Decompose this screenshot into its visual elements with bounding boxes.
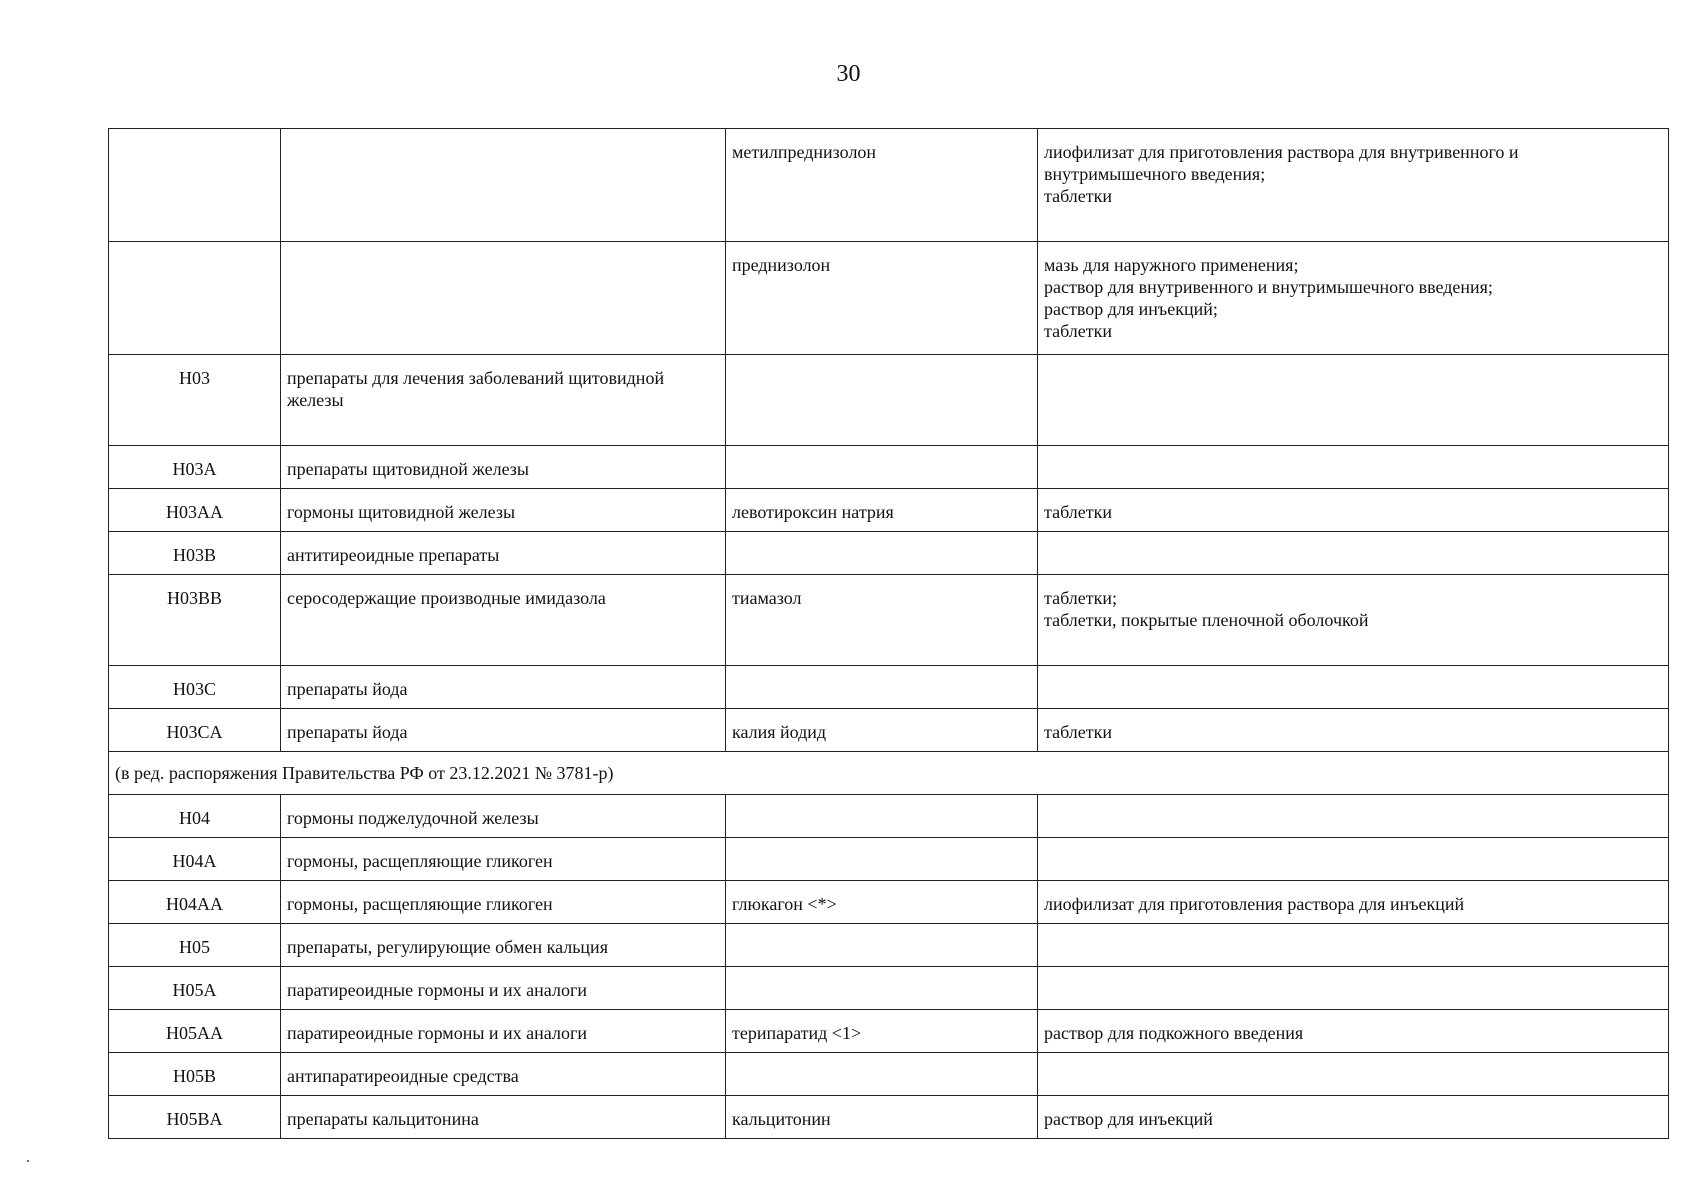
group-name-cell: гормоны поджелудочной железы	[281, 795, 726, 838]
atc-code-cell: H03C	[109, 666, 281, 709]
drug-name-cell	[726, 532, 1038, 575]
dosage-form-cell	[1038, 532, 1669, 575]
drug-name-cell: глюкагон <*>	[726, 881, 1038, 924]
dosage-form-cell: таблетки	[1038, 709, 1669, 752]
table-row	[109, 489, 1669, 532]
page-number: 30	[836, 61, 861, 87]
dosage-form-cell: таблетки; таблетки, покрытые пленочной оболочкой	[1038, 575, 1669, 666]
atc-code-cell: H03	[109, 355, 281, 446]
drug-name-cell	[726, 967, 1038, 1010]
atc-code-cell: H05AA	[109, 1010, 281, 1053]
table-row	[109, 795, 1669, 838]
table-row	[109, 1096, 1669, 1139]
drug-name-cell	[726, 838, 1038, 881]
atc-code-cell: H04	[109, 795, 281, 838]
table-row	[109, 709, 1669, 752]
dosage-form-cell: лиофилизат для приготовления раствора для внутривенного и внутримышечного введения; таблетки	[1038, 129, 1669, 242]
atc-code-cell: H03A	[109, 446, 281, 489]
table-row	[109, 924, 1669, 967]
table-row	[109, 666, 1669, 709]
dosage-form-cell	[1038, 924, 1669, 967]
atc-code-cell: H03B	[109, 532, 281, 575]
table-row	[109, 967, 1669, 1010]
group-name-cell: паратиреоидные гормоны и их аналоги	[281, 967, 726, 1010]
table-row	[109, 881, 1669, 924]
group-name-cell: антипаратиреоидные средства	[281, 1053, 726, 1096]
drug-name-cell: калия йодид	[726, 709, 1038, 752]
table-row	[109, 446, 1669, 489]
table-row	[109, 1010, 1669, 1053]
drug-name-cell: преднизолон	[726, 242, 1038, 355]
group-name-cell	[281, 129, 726, 242]
dosage-form-cell	[1038, 795, 1669, 838]
atc-code-cell: H05	[109, 924, 281, 967]
drug-name-cell: кальцитонин	[726, 1096, 1038, 1139]
group-name-cell: гормоны щитовидной железы	[281, 489, 726, 532]
atc-code-cell	[109, 242, 281, 355]
group-name-cell: препараты кальцитонина	[281, 1096, 726, 1139]
group-name-cell: серосодержащие производные имидазола	[281, 575, 726, 666]
table-row	[109, 355, 1669, 446]
atc-code-cell: H03BB	[109, 575, 281, 666]
dosage-form-cell	[1038, 838, 1669, 881]
drug-name-cell: метилпреднизолон	[726, 129, 1038, 242]
group-name-cell: гормоны, расщепляющие гликоген	[281, 881, 726, 924]
table-row	[109, 1053, 1669, 1096]
dosage-form-cell: таблетки	[1038, 489, 1669, 532]
dosage-form-cell: лиофилизат для приготовления раствора для инъекций	[1038, 881, 1669, 924]
atc-code-cell: H04AA	[109, 881, 281, 924]
atc-code-cell: H04A	[109, 838, 281, 881]
scan-speck	[27, 1160, 29, 1162]
group-name-cell: препараты йода	[281, 666, 726, 709]
drug-name-cell	[726, 666, 1038, 709]
group-name-cell: препараты йода	[281, 709, 726, 752]
group-name-cell: препараты щитовидной железы	[281, 446, 726, 489]
atc-code-cell	[109, 129, 281, 242]
dosage-form-cell: раствор для подкожного введения	[1038, 1010, 1669, 1053]
dosage-form-cell	[1038, 1053, 1669, 1096]
amendment-note-row	[109, 752, 1669, 795]
atc-code-cell: H03AA	[109, 489, 281, 532]
table-row	[109, 575, 1669, 666]
drug-name-cell	[726, 795, 1038, 838]
drug-name-cell	[726, 1053, 1038, 1096]
group-name-cell: паратиреоидные гормоны и их аналоги	[281, 1010, 726, 1053]
drug-name-cell	[726, 924, 1038, 967]
drug-name-cell	[726, 355, 1038, 446]
medication-table	[108, 128, 1669, 1139]
group-name-cell: препараты для лечения заболеваний щитовидной железы	[281, 355, 726, 446]
atc-code-cell: H05B	[109, 1053, 281, 1096]
group-name-cell: гормоны, расщепляющие гликоген	[281, 838, 726, 881]
atc-code-cell: H03CA	[109, 709, 281, 752]
group-name-cell: антитиреоидные препараты	[281, 532, 726, 575]
table-row	[109, 242, 1669, 355]
atc-code-cell: H05BA	[109, 1096, 281, 1139]
table-row	[109, 532, 1669, 575]
drug-name-cell	[726, 446, 1038, 489]
table-row	[109, 129, 1669, 242]
group-name-cell	[281, 242, 726, 355]
dosage-form-cell	[1038, 355, 1669, 446]
dosage-form-cell: раствор для инъекций	[1038, 1096, 1669, 1139]
table-row	[109, 838, 1669, 881]
group-name-cell: препараты, регулирующие обмен кальция	[281, 924, 726, 967]
dosage-form-cell	[1038, 666, 1669, 709]
atc-code-cell: H05A	[109, 967, 281, 1010]
dosage-form-cell: мазь для наружного применения; раствор для внутривенного и внутримышечного введения; раствор для инъекций; таблетки	[1038, 242, 1669, 355]
drug-name-cell: тиамазол	[726, 575, 1038, 666]
amendment-note: (в ред. распоряжения Правительства РФ от 23.12.2021 № 3781-р)	[109, 752, 1669, 795]
dosage-form-cell	[1038, 446, 1669, 489]
drug-name-cell: левотироксин натрия	[726, 489, 1038, 532]
drug-name-cell: терипаратид <1>	[726, 1010, 1038, 1053]
dosage-form-cell	[1038, 967, 1669, 1010]
